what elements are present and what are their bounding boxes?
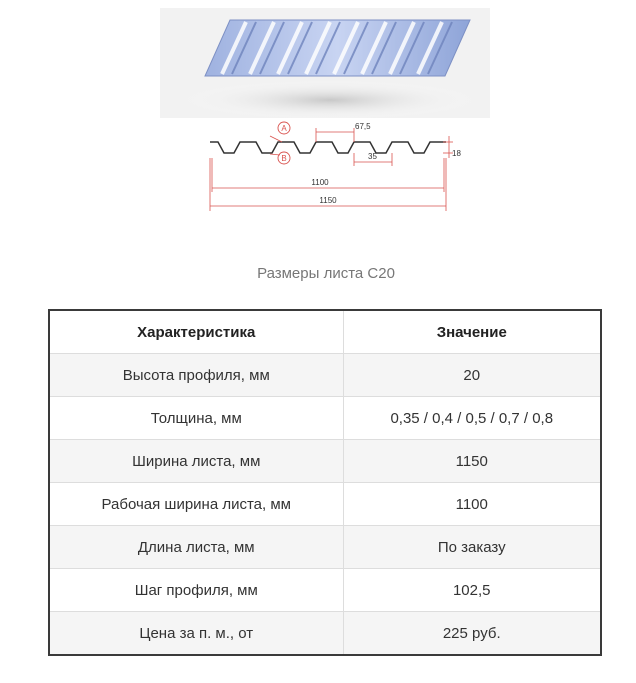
dim-valley-label: 35 — [368, 152, 377, 161]
profile-cross-section — [210, 122, 461, 211]
specs-table — [48, 309, 602, 656]
row-label: Толщина, мм — [49, 397, 343, 440]
row-value: По заказу — [343, 526, 601, 569]
marker-b-label: B — [281, 154, 287, 163]
profile-sheet-figure — [160, 8, 490, 223]
row-value: 1100 — [343, 483, 601, 526]
table-row — [49, 397, 601, 440]
row-label: Ширина листа, мм — [49, 440, 343, 483]
dim-total-width-label: 1150 — [319, 196, 337, 205]
header-value: Значение — [343, 310, 601, 354]
table-header-row — [49, 310, 601, 354]
dim-working-width-label: 1100 — [311, 178, 329, 187]
row-value: 0,35 / 0,4 / 0,5 / 0,7 / 0,8 — [343, 397, 601, 440]
profile-sheet-drawing — [160, 8, 490, 223]
row-value: 225 руб. — [343, 612, 601, 656]
header-characteristic: Характеристика — [49, 310, 343, 354]
row-label: Длина листа, мм — [49, 526, 343, 569]
row-label: Цена за п. м., от — [49, 612, 343, 656]
row-value: 1150 — [343, 440, 601, 483]
figure-caption: Размеры листа С20 — [257, 265, 395, 282]
dim-height-label: 18 — [452, 149, 461, 158]
table-row — [49, 569, 601, 612]
table-row — [49, 354, 601, 397]
table-row — [49, 612, 601, 656]
row-value: 102,5 — [343, 569, 601, 612]
row-value: 20 — [343, 354, 601, 397]
row-label: Рабочая ширина листа, мм — [49, 483, 343, 526]
sheet-illustration — [160, 8, 490, 120]
dim-pitch-label: 67,5 — [355, 122, 371, 131]
table-row — [49, 440, 601, 483]
table-row — [49, 483, 601, 526]
table-row — [49, 526, 601, 569]
row-label: Высота профиля, мм — [49, 354, 343, 397]
row-label: Шаг профиля, мм — [49, 569, 343, 612]
marker-a-label: A — [281, 124, 287, 133]
